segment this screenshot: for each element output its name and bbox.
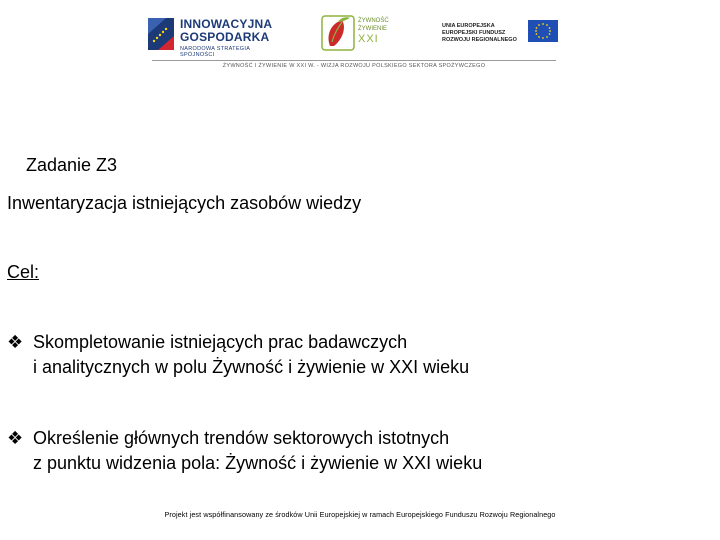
bullet-2-line1: Określenie głównych trendów sektorowych istotnych	[33, 428, 450, 448]
goal-label: Cel:	[7, 262, 40, 282]
innowacyjna-gospodarka-logo	[146, 14, 276, 58]
header-subtitle: ŻYWNOŚĆ I ŻYWIENIE W XXI W. - WIZJA ROZWOJU POLSKIEGO SEKTORA SPOŻYWCZEGO	[222, 63, 486, 69]
bullet-item-1	[7, 330, 469, 380]
task-label: Zadanie Z3	[26, 155, 118, 175]
ue-logo-line3: ROZWOJU REGIONALNEGO	[442, 37, 517, 43]
ig-emblem-icon	[146, 14, 176, 54]
bullet-1-line2: i analitycznych w polu Żywność i żywienie w XXI wieku	[33, 357, 470, 377]
header	[0, 0, 720, 80]
bullet-2-line2: z punktu widzenia pola: Żywność i żywienie w XXI wieku	[33, 453, 483, 473]
diamond-bullet-icon: ❖	[7, 428, 24, 448]
eu-flag-icon	[528, 20, 558, 42]
zz-logo-line3: XXI	[358, 33, 379, 45]
ig-logo-line1: INNOWACYJNA	[180, 17, 273, 31]
diamond-bullet-icon: ❖	[7, 332, 24, 352]
unia-europejska-logo	[442, 20, 560, 50]
zz-logo-line1: ŻYWNOŚĆ	[358, 18, 389, 24]
ig-logo-line2: GOSPODARKA	[180, 30, 270, 44]
tomato-leaf-icon	[320, 12, 356, 52]
footer-note: Projekt jest współfinansowany ze środków Unii Europejskiej w ramach Europejskiego Funduszu Rozwoju Regionalnego	[164, 510, 556, 519]
bullet-item-2	[7, 426, 482, 476]
slide-title: Inwentaryzacja istniejących zasobów wiedzy	[7, 193, 362, 213]
zz-logo-line2: ŻYWIENIE	[358, 25, 388, 32]
bullet-1-line1: Skompletowanie istniejących prac badawczych	[33, 332, 408, 352]
ig-logo-line3: NARODOWA STRATEGIA SPÓJNOŚCI	[180, 46, 250, 58]
ue-logo-line2: EUROPEJSKI FUNDUSZ	[442, 30, 506, 36]
header-divider	[152, 60, 556, 61]
ue-logo-line1: UNIA EUROPEJSKA	[442, 23, 495, 29]
zywnosc-zywienie-logo	[320, 12, 392, 56]
